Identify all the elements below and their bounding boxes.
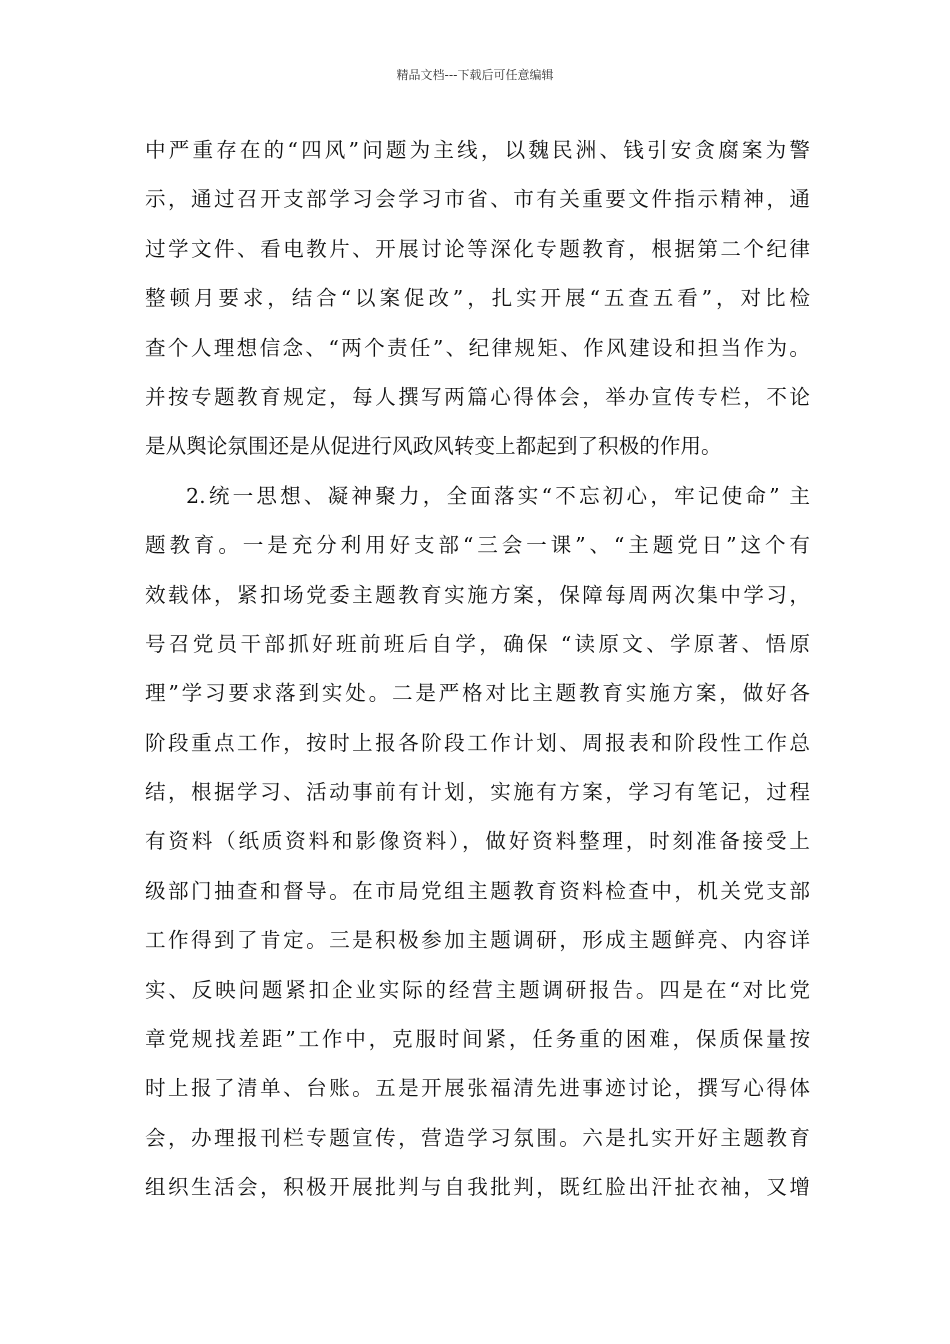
body-line: 题教育。一是充分利用好支部“三会一课”、“主题党日”这个有 — [145, 533, 810, 558]
body-line: 整顿月要求，结合“以案促改”，扎实开展“五查五看”，对比检 — [145, 286, 810, 311]
body-line: 是从舆论氛围还是从促进行风政风转变上都起到了积极的作用。 — [145, 434, 722, 459]
body-line: 查个人理想信念、“两个责任”、纪律规矩、作风建设和担当作为。 — [145, 335, 810, 360]
body-line: 并按专题教育规定，每人撰写两篇心得体会，举办宣传专栏，不论 — [145, 384, 810, 409]
body-line: 章党规找差距”工作中，克服时间紧，任务重的困难，保质保量按 — [145, 1027, 810, 1052]
body-line: 实、反映问题紧扣企业实际的经营主题调研报告。四是在“对比党 — [145, 977, 810, 1002]
body-line: 效载体，紧扣场党委主题教育实施方案，保障每周两次集中学习， — [145, 582, 810, 607]
document-body — [145, 126, 810, 1213]
body-line: 号召党员干部抓好班前班后自学，确保 “读原文、学原著、悟原 — [145, 631, 810, 656]
body-line: 会，办理报刊栏专题宣传，营造学习氛围。六是扎实开好主题教育 — [145, 1125, 810, 1150]
body-line: 过学文件、看电教片、开展讨论等深化专题教育，根据第二个纪律 — [145, 236, 810, 261]
body-line: 级部门抽查和督导。在市局党组主题教育资料检查中，机关党支部 — [145, 878, 810, 903]
body-line: 中严重存在的“四风”问题为主线，以魏民洲、钱引安贪腐案为警 — [145, 138, 810, 162]
body-line: 组织生活会，积极开展批判与自我批判，既红脸出汗扯衣袖，又增 — [145, 1175, 810, 1200]
body-line: 理”学习要求落到实处。二是严格对比主题教育实施方案，做好各 — [145, 681, 810, 706]
body-line: 时上报了清单、台账。五是开展张福清先进事迹讨论，撰写心得体 — [145, 1076, 810, 1101]
body-line: 有资料（纸质资料和影像资料），做好资料整理，时刻准备接受上 — [145, 829, 810, 854]
body-line: 阶段重点工作，按时上报各阶段工作计划、周报表和阶段性工作总 — [145, 730, 810, 755]
body-line: 结，根据学习、活动事前有计划，实施有方案，学习有笔记，过程 — [145, 780, 810, 805]
body-line: 工作得到了肯定。三是积极参加主题调研，形成主题鲜亮、内容详 — [145, 928, 810, 953]
section-heading-line: 2.统一思想、凝神聚力，全面落实“不忘初心，牢记使命” 主 — [186, 483, 810, 508]
body-line: 示，通过召开支部学习会学习市省、市有关重要文件指示精神，通 — [145, 187, 810, 212]
page-header: 精品文档---下载后可任意编辑 — [396, 68, 554, 82]
